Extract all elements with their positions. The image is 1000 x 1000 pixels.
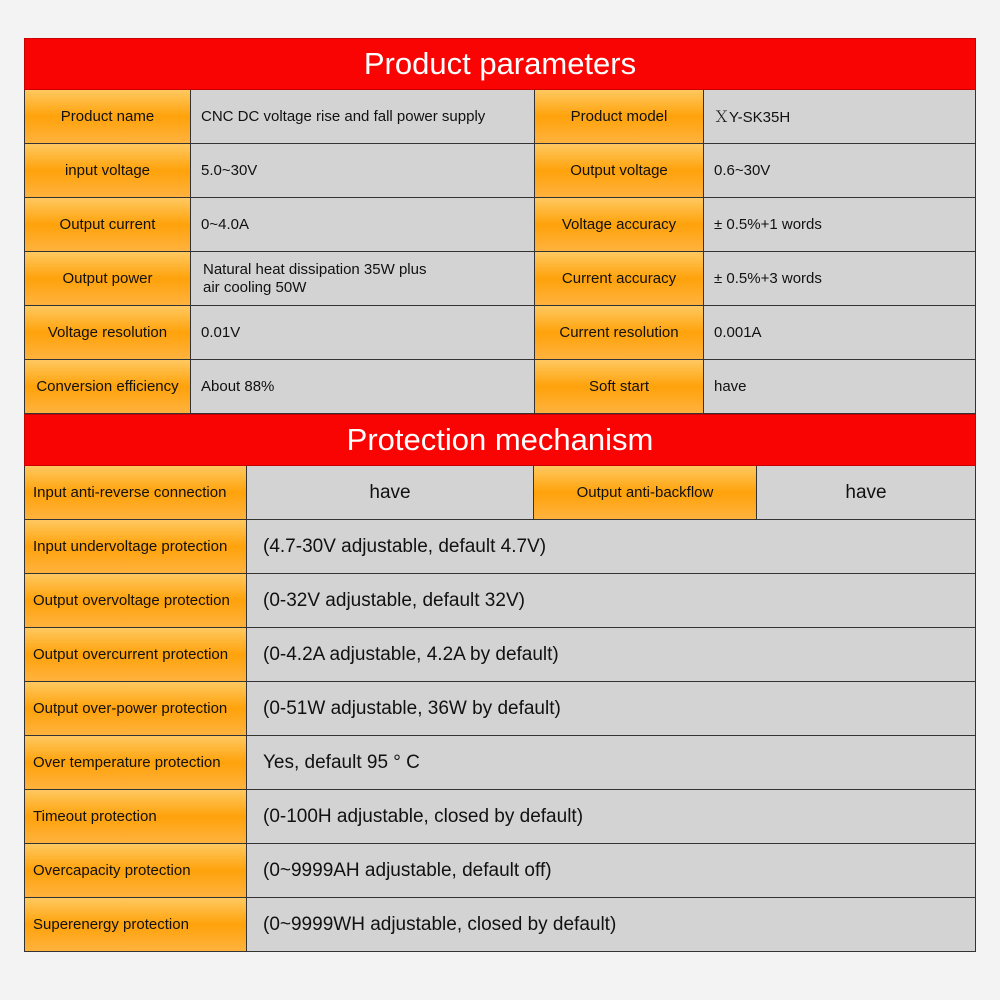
protection-label: Overcapacity protection xyxy=(24,844,247,898)
param-row-product-name xyxy=(24,90,976,144)
param-label: Output current xyxy=(24,198,191,252)
protection-label: Input anti-reverse connection xyxy=(24,466,247,520)
protection-row xyxy=(24,898,976,952)
param-value xyxy=(191,252,535,306)
protection-row xyxy=(24,628,976,682)
protection-label: Input undervoltage protection xyxy=(24,520,247,574)
protection-mechanism-title: Protection mechanism xyxy=(24,414,976,466)
param-value: ± 0.5%+3 words xyxy=(704,252,976,306)
param-label: Product name xyxy=(24,90,191,144)
protection-label: Superenergy protection xyxy=(24,898,247,952)
param-label: Current accuracy xyxy=(535,252,704,306)
protection-value: have xyxy=(247,466,534,520)
param-row-input-voltage xyxy=(24,144,976,198)
product-parameters-title: Product parameters xyxy=(24,38,976,90)
protection-row xyxy=(24,790,976,844)
param-value: About 88% xyxy=(191,360,535,414)
protection-row xyxy=(24,682,976,736)
param-row-conversion-efficiency xyxy=(24,360,976,414)
protection-row xyxy=(24,844,976,898)
param-label: Soft start xyxy=(535,360,704,414)
protection-value: (0-32V adjustable, default 32V) xyxy=(247,574,976,628)
protection-value: (0~9999AH adjustable, default off) xyxy=(247,844,976,898)
param-label: input voltage xyxy=(24,144,191,198)
param-value-line: Natural heat dissipation 35W plus xyxy=(203,260,427,278)
protection-value: (0-4.2A adjustable, 4.2A by default) xyxy=(247,628,976,682)
protection-value: (0~9999WH adjustable, closed by default) xyxy=(247,898,976,952)
param-value: 5.0~30V xyxy=(191,144,535,198)
param-row-voltage-resolution xyxy=(24,306,976,360)
protection-value: (0-51W adjustable, 36W by default) xyxy=(247,682,976,736)
param-row-output-power xyxy=(24,252,976,306)
protection-value: (4.7-30V adjustable, default 4.7V) xyxy=(247,520,976,574)
param-label: Current resolution xyxy=(535,306,704,360)
param-value: CNC DC voltage rise and fall power supply xyxy=(191,90,535,144)
param-label: Output voltage xyxy=(535,144,704,198)
protection-label: Output anti-backflow xyxy=(534,466,757,520)
protection-row xyxy=(24,574,976,628)
protection-row-anti-reverse xyxy=(24,466,976,520)
protection-label: Output overvoltage protection xyxy=(24,574,247,628)
protection-label: Output over-power protection xyxy=(24,682,247,736)
protection-row xyxy=(24,736,976,790)
protection-label: Timeout protection xyxy=(24,790,247,844)
param-value: 0~4.0A xyxy=(191,198,535,252)
param-label: Voltage accuracy xyxy=(535,198,704,252)
param-label: Conversion efficiency xyxy=(24,360,191,414)
protection-value: have xyxy=(757,466,976,520)
protection-row xyxy=(24,520,976,574)
param-value: have xyxy=(704,360,976,414)
param-label: Voltage resolution xyxy=(24,306,191,360)
param-row-output-current xyxy=(24,198,976,252)
protection-label: Output overcurrent protection xyxy=(24,628,247,682)
protection-value: (0-100H adjustable, closed by default) xyxy=(247,790,976,844)
spec-sheet xyxy=(24,38,976,952)
param-value: 0.01V xyxy=(191,306,535,360)
protection-value: Yes, default 95 ° C xyxy=(247,736,976,790)
protection-label: Over temperature protection xyxy=(24,736,247,790)
param-value: 0.6~30V xyxy=(704,144,976,198)
param-label: Output power xyxy=(24,252,191,306)
param-value-line: air cooling 50W xyxy=(203,278,307,296)
param-value: ＸY-SK35H xyxy=(704,90,976,144)
param-label: Product model xyxy=(535,90,704,144)
param-value: ± 0.5%+1 words xyxy=(704,198,976,252)
param-value: 0.001A xyxy=(704,306,976,360)
